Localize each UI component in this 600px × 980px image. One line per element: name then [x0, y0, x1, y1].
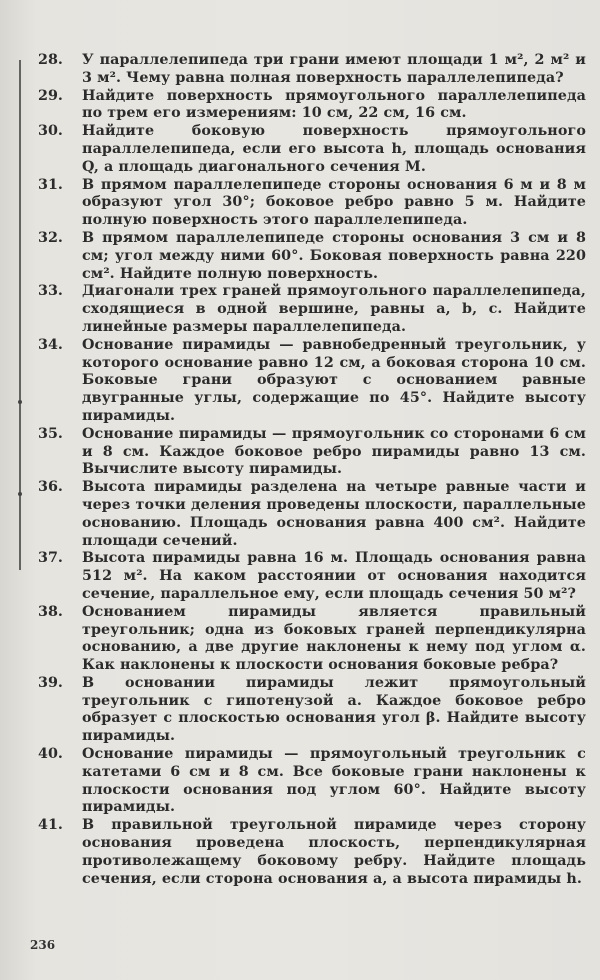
problem-text: В правильной треугольной пирамиде через сторону основания проведена плоскость, перпендикулярная противолежащему боковому ребру. Найдите площадь сечения, если сторона основания a, а высота пирамиды h.: [82, 817, 586, 887]
problem-text: Основанием пирамиды является правильный треугольник; одна из боковых граней перпендикулярна основанию, а две другие наклонены к нему под углом α. Как наклонены к плоскости основания боковые ребра?: [82, 603, 586, 674]
problem-text: В основании пирамиды лежит прямоугольный треугольник с гипотенузой a. Каждое боковое ребро образует с плоскостью основания угол β. Найдите высоту пирамиды.: [82, 674, 586, 745]
problem-35: [38, 426, 586, 479]
problem-text: В прямом параллелепипеде стороны основания 3 см и 8 см; угол между ними 60°. Боковая поверхность равна 220 см². Найдите полную поверхность.: [82, 229, 586, 282]
problem-32: [38, 230, 586, 283]
problem-36: [38, 479, 586, 550]
problem-text: Высота пирамиды разделена на четыре равные части и через точки деления проведены плоскости, параллельные основанию. Площадь основания равна 400 см². Найдите площади сечений.: [82, 479, 586, 549]
problem-34: [38, 337, 586, 426]
problem-number: 36.: [38, 479, 63, 496]
problem-text: Основание пирамиды — прямоугольный треугольник с катетами 6 см и 8 см. Все боковые грани наклонены к плоскости основания под углом 60°. Найдите высоту пирамиды.: [82, 746, 586, 816]
problem-39: [38, 675, 586, 746]
problem-text: Диагонали трех граней прямоугольного параллелепипеда, сходящиеся в одной вершине, равны a, b, c. Найдите линейные размеры параллелепипеда.: [82, 283, 586, 335]
problem-40: [38, 746, 586, 817]
problem-number: 29.: [38, 87, 63, 104]
margin-mark: [18, 400, 22, 404]
problem-number: 34.: [38, 336, 63, 353]
problem-list: [38, 52, 586, 888]
problem-number: 41.: [38, 817, 63, 834]
problem-number: 30.: [38, 123, 63, 140]
problem-number: 28.: [38, 52, 63, 68]
problem-33: [38, 283, 586, 336]
problem-text: В прямом параллелепипеде стороны основания 6 м и 8 м образуют угол 30°; боковое ребро равно 5 м. Найдите полную поверхность этого параллелепипеда.: [82, 176, 586, 229]
problem-number: 33.: [38, 283, 63, 300]
problem-number: 37.: [38, 550, 63, 567]
problem-number: 32.: [38, 229, 63, 246]
problem-37: [38, 550, 586, 603]
problem-38: [38, 604, 586, 675]
problem-29: [38, 88, 586, 124]
problem-number: 31.: [38, 176, 63, 193]
problem-41: [38, 817, 586, 888]
problem-text: Основание пирамиды — прямоугольник со сторонами 6 см и 8 см. Каждое боковое ребро пирамиды равно 13 см. Вычислите высоту пирамиды.: [82, 425, 586, 478]
problem-number: 40.: [38, 746, 63, 763]
page-number: 236: [30, 938, 56, 952]
problem-text: У параллелепипеда три грани имеют площади 1 м², 2 м² и 3 м². Чему равна полная поверхность параллелепипеда?: [82, 52, 586, 86]
problem-text: Найдите поверхность прямоугольного параллелепипеда по трем его измерениям: 10 см, 22 см, 16 см.: [82, 87, 586, 122]
problem-31: [38, 177, 586, 230]
margin-mark: [18, 492, 22, 496]
problem-number: 38.: [38, 603, 63, 620]
problem-30: [38, 123, 586, 176]
problem-text: Основание пирамиды — равнобедренный треугольник, у которого основание равно 12 см, а боковая сторона 10 см. Боковые грани образуют с основанием равные двугранные углы, содержащие по 45°. Найдите высоту пирамиды.: [82, 336, 586, 424]
problem-number: 35.: [38, 425, 63, 442]
problem-text: Высота пирамиды равна 16 м. Площадь основания равна 512 м². На каком расстоянии от основания находится сечение, параллельное ему, если площадь сечения 50 м²?: [82, 550, 586, 602]
problem-number: 39.: [38, 674, 63, 691]
problem-text: Найдите боковую поверхность прямоугольного параллелепипеда, если его высота h, площадь основания Q, а площадь диагонального сечения M.: [82, 123, 586, 175]
problem-28: [38, 52, 586, 88]
